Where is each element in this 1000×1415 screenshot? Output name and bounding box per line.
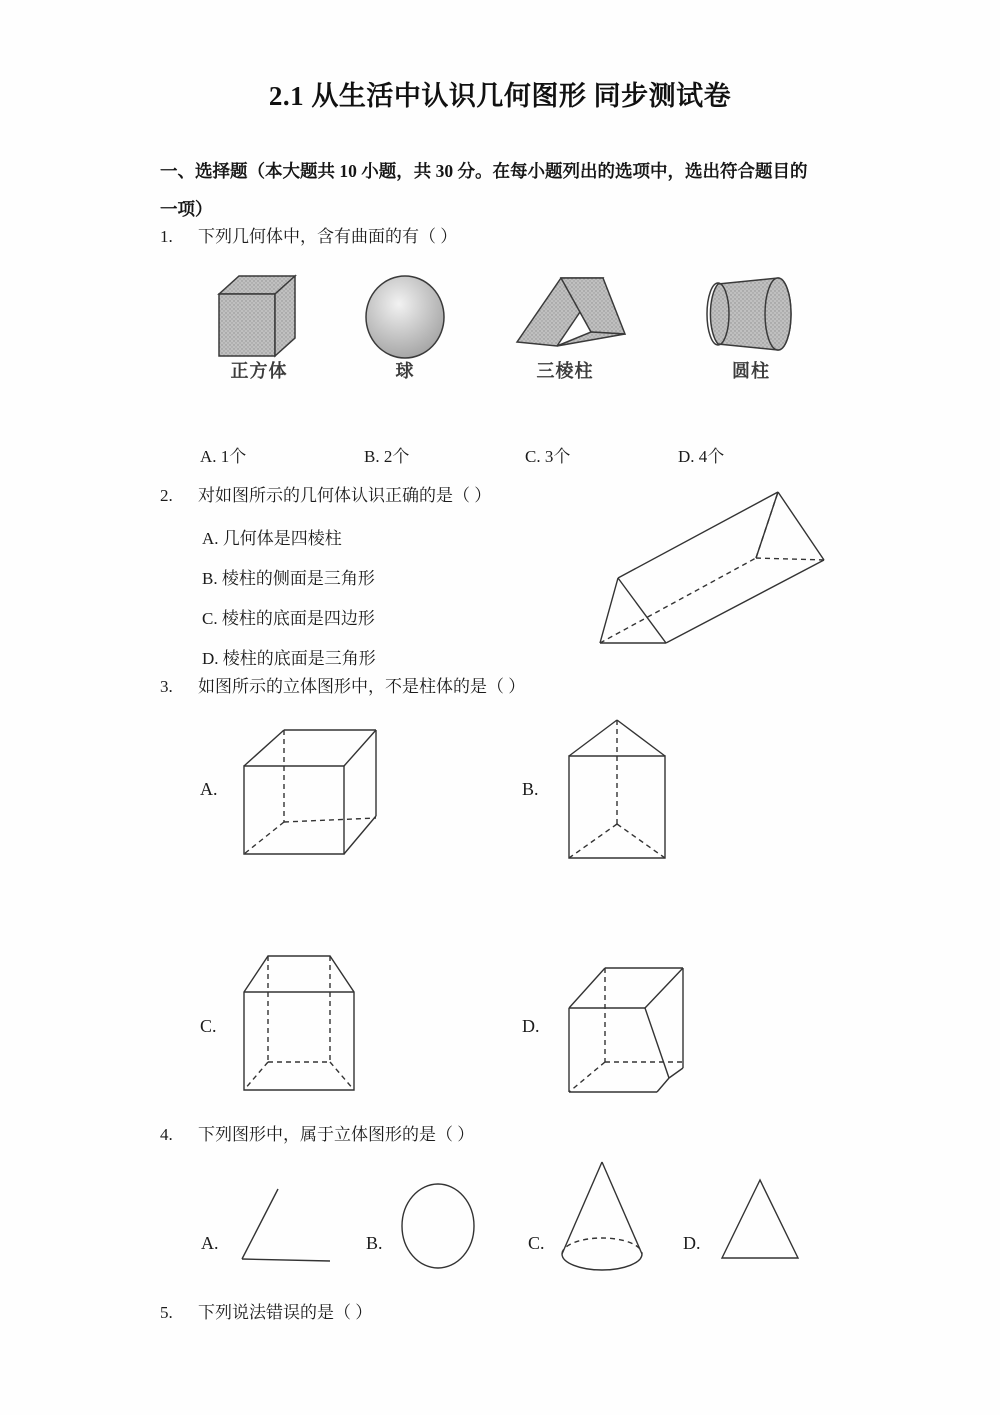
question-2-option-a[interactable]: A. 几何体是四棱柱 bbox=[202, 529, 342, 548]
question-2-option-b[interactable]: B. 棱柱的侧面是三角形 bbox=[202, 569, 375, 588]
question-1-option-a[interactable]: A. 1个 bbox=[200, 447, 247, 466]
figure-caption-triangular-prism: 三棱柱 bbox=[536, 361, 594, 381]
figure-caption-cube: 正方体 bbox=[230, 361, 288, 381]
figure-cube-wireframe bbox=[240, 722, 380, 862]
figure-cone-shape bbox=[552, 1156, 656, 1272]
section-intro-line-2: 一项） bbox=[160, 199, 213, 219]
figure-angle-shape bbox=[232, 1183, 338, 1269]
question-3-text: 如图所示的立体图形中，不是柱体的是（ ） bbox=[198, 677, 526, 696]
question-3-option-c-label[interactable]: C. bbox=[200, 1016, 217, 1036]
question-4 bbox=[160, 1122, 474, 1148]
figure-triangle-shape bbox=[714, 1174, 804, 1270]
question-3-option-d-label[interactable]: D. bbox=[522, 1016, 540, 1036]
question-2-number: 2. bbox=[160, 486, 173, 505]
figure-caption-sphere: 球 bbox=[395, 361, 415, 381]
question-5 bbox=[160, 1300, 372, 1326]
question-4-number: 4. bbox=[160, 1125, 173, 1144]
figure-sphere bbox=[363, 274, 447, 360]
question-3 bbox=[160, 674, 525, 700]
figure-hexagonal-prism bbox=[240, 950, 370, 1095]
section-intro bbox=[160, 152, 840, 228]
question-3-option-a-label[interactable]: A. bbox=[200, 779, 218, 799]
question-4-option-a-label[interactable]: A. bbox=[201, 1233, 219, 1253]
figure-circle-shape bbox=[396, 1180, 480, 1272]
question-2-option-c[interactable]: C. 棱柱的底面是四边形 bbox=[202, 609, 375, 628]
figure-cylinder bbox=[702, 274, 800, 358]
question-1-option-d[interactable]: D. 4个 bbox=[678, 447, 725, 466]
figure-caption-cylinder: 圆柱 bbox=[732, 361, 770, 381]
figure-cube bbox=[213, 272, 305, 364]
question-4-option-c-label[interactable]: C. bbox=[528, 1233, 545, 1253]
question-1-option-c[interactable]: C. 3个 bbox=[525, 447, 571, 466]
question-4-text: 下列图形中，属于立体图形的是（ ） bbox=[198, 1125, 475, 1144]
figure-upright-triangular-prism bbox=[565, 718, 695, 864]
question-1 bbox=[160, 224, 457, 250]
figure-oblique-triangular-prism bbox=[596, 480, 856, 650]
question-4-option-b-label[interactable]: B. bbox=[366, 1233, 383, 1253]
question-2-text: 对如图所示的几何体认识正确的是（ ） bbox=[198, 486, 492, 505]
question-2 bbox=[160, 483, 491, 509]
question-3-number: 3. bbox=[160, 677, 173, 696]
figure-cut-cube-solid bbox=[565, 950, 700, 1095]
question-1-number: 1. bbox=[160, 227, 173, 246]
question-5-text: 下列说法错误的是（ ） bbox=[198, 1303, 373, 1322]
question-2-options bbox=[202, 519, 376, 679]
figure-triangular-prism bbox=[495, 270, 645, 360]
question-3-option-b-label[interactable]: B. bbox=[522, 779, 539, 799]
question-2-option-d[interactable]: D. 棱柱的底面是三角形 bbox=[202, 649, 376, 668]
question-1-option-b[interactable]: B. 2个 bbox=[364, 447, 410, 466]
question-4-option-d-label[interactable]: D. bbox=[683, 1233, 701, 1253]
page-title: 2.1 从生活中认识几何图形 同步测试卷 bbox=[268, 81, 732, 111]
section-intro-line-1: 一、选择题（本大题共 10 小题，共 30 分。在每小题列出的选项中，选出符合题目的 bbox=[160, 161, 808, 181]
question-1-text: 下列几何体中，含有曲面的有（ ） bbox=[198, 227, 458, 246]
question-5-number: 5. bbox=[160, 1303, 173, 1322]
